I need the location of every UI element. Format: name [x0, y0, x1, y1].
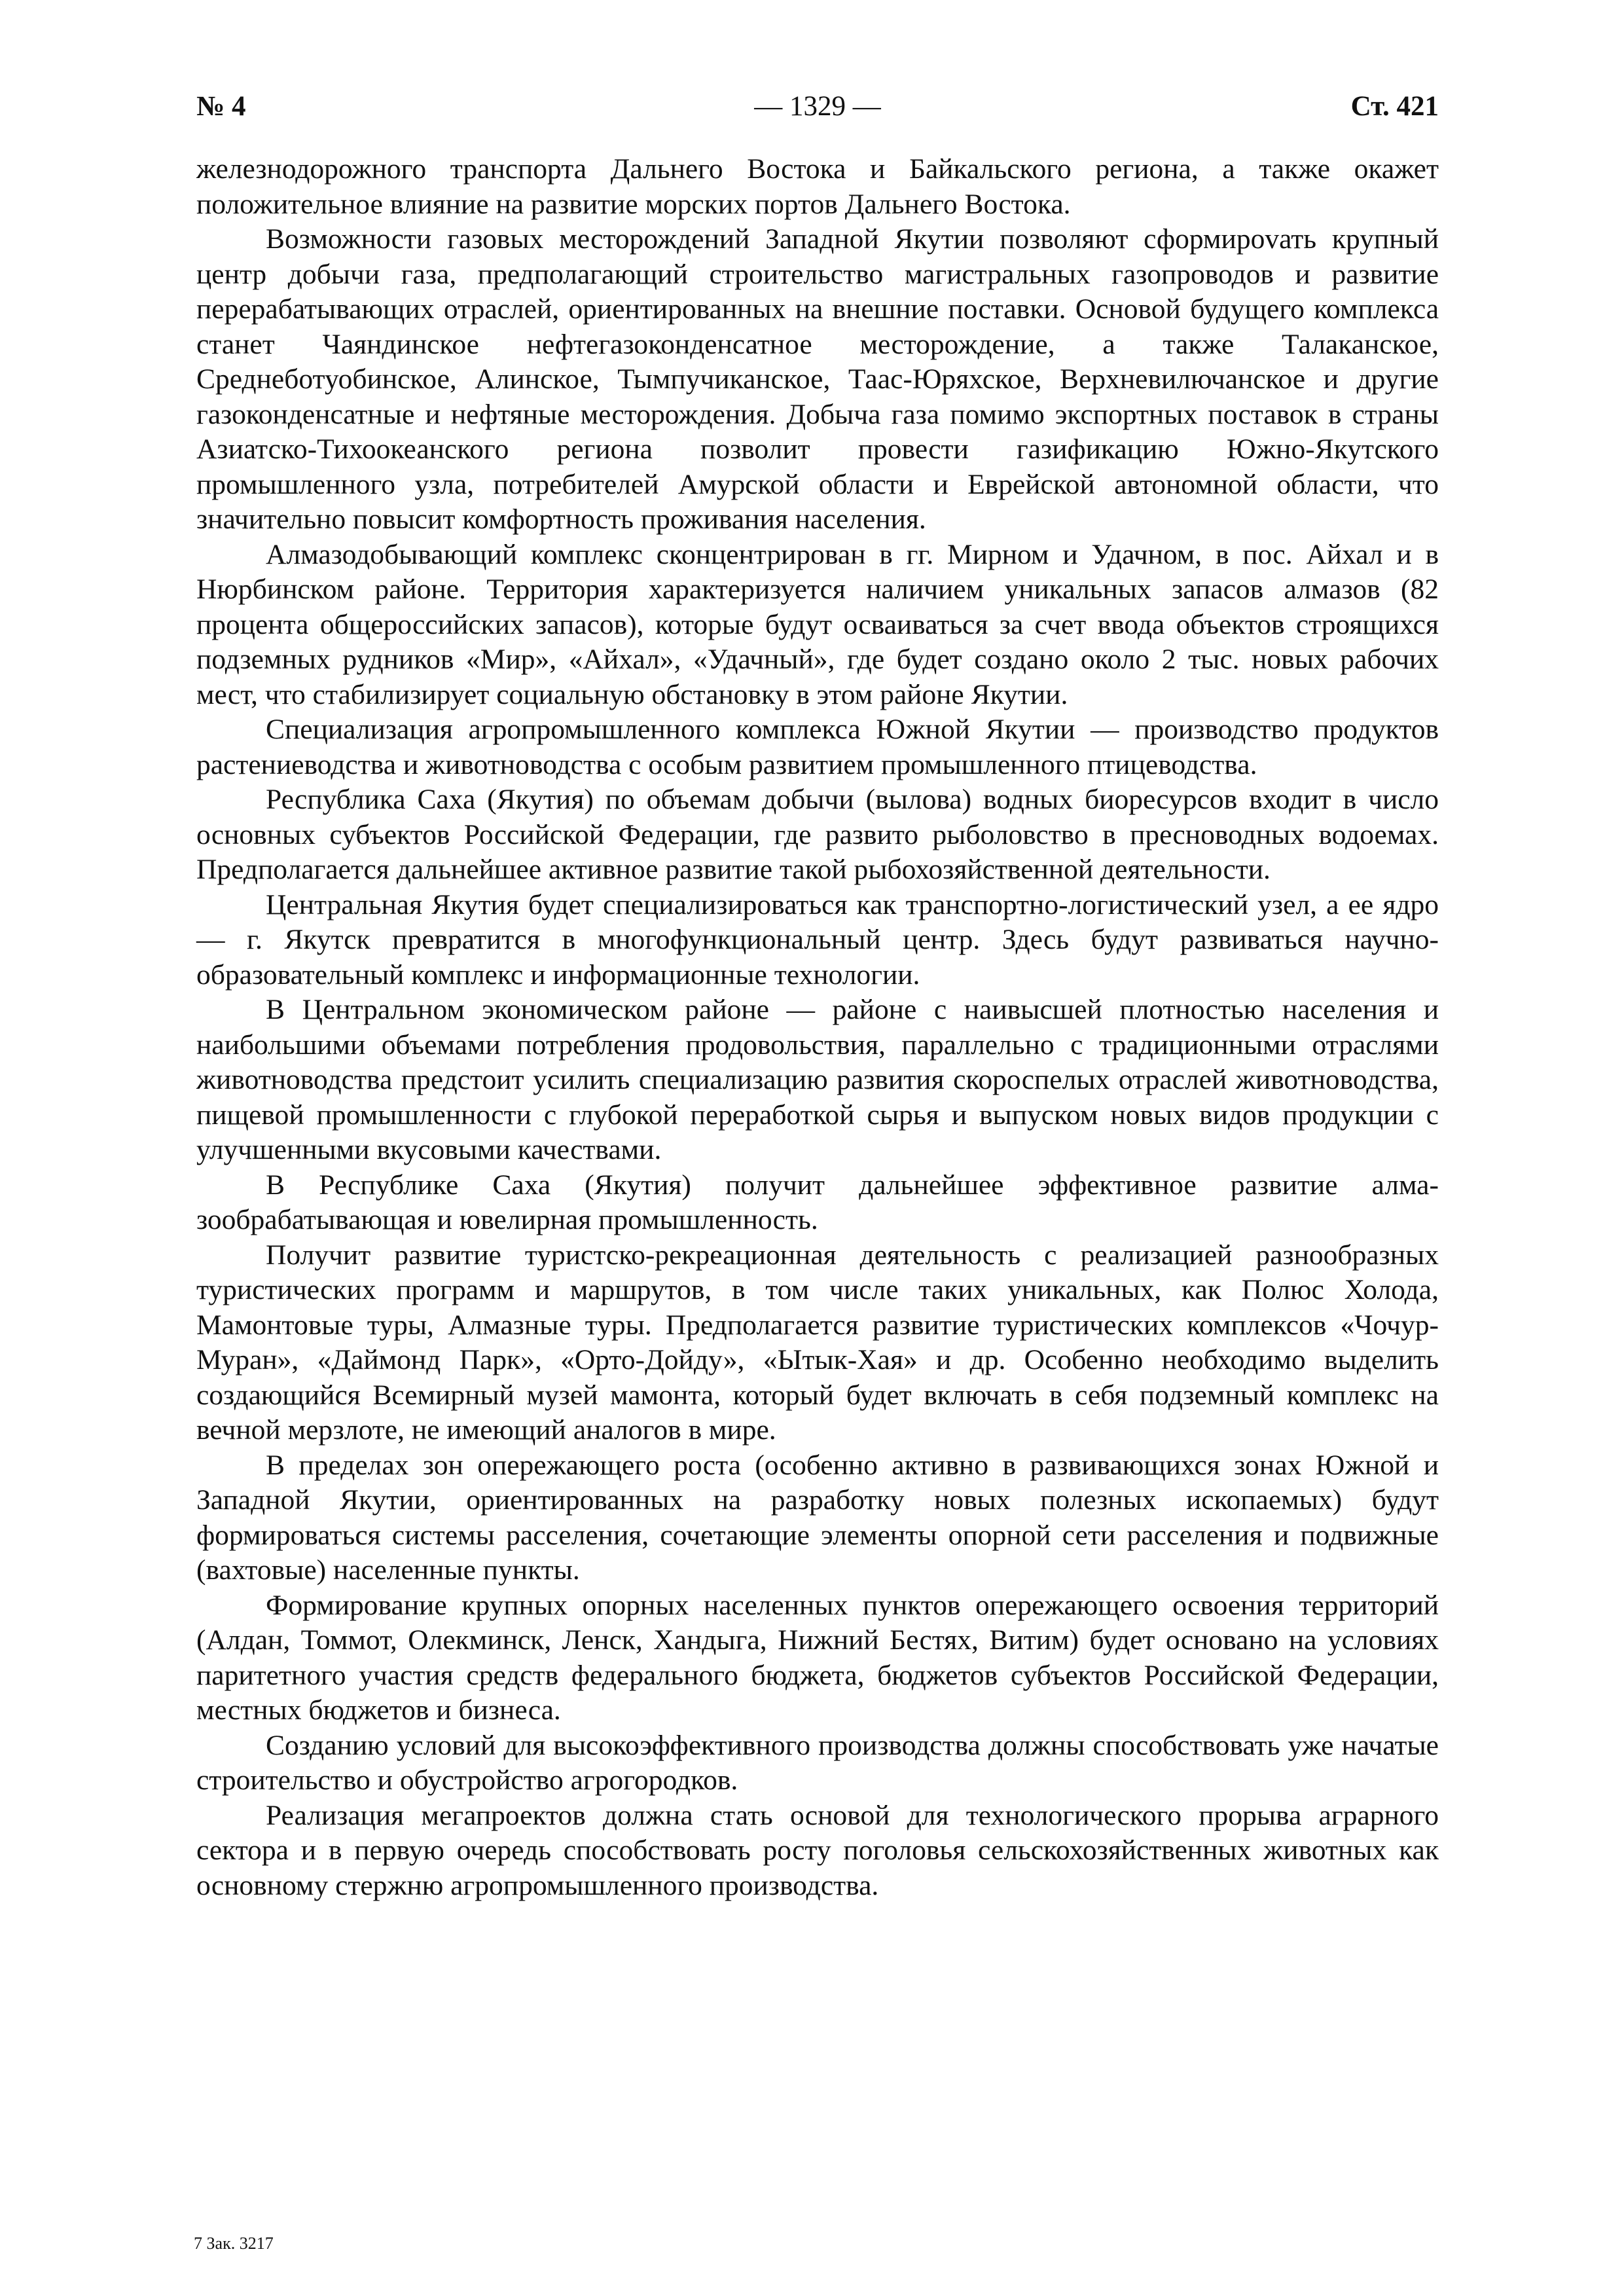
paragraph: Созданию условий для высокоэффективного производства должны способствовать уже начатые строительство и обустройство агрогородков. — [196, 1729, 1439, 1796]
footer-note: 7 Зак. 3217 — [194, 2234, 274, 2253]
paragraph: железнодорожного транспорта Дальнего Востока и Байкальского региона, а также окажет положительное влияние на развитие морских портов Дальнего Востока. — [196, 153, 1439, 220]
paragraph: Возможности газовых месторождений Западной Якутии позволяют сформироvать крупный центр добычи газа, предполагающий строительство магистральных газопроводов и развитие перерабатывающих отраслей, ориентированных на внешние поставки. Основой будущего комплекса станет Чаяндинское нефтегазоконденсатное месторождение, а также Талаканское, Среднеботуобинское, Алинское, Тымпучиканское, Таас-Юряхское, Верхневилючанское и другие газоконденсатные и нефтяные месторождения. Добыча газа помимо экспортных поставок в страны Азиатско-Тихоокеанского региона позволит провести газификацию Южно-Якутского промышленного узла, потребителей Амурской области и Еврейской автономной области, что значительно повысит комфортность проживания населения. — [196, 223, 1439, 535]
paragraph: Формирование крупных опорных населенных пунктов опережающего освоения территорий (Алдан, Томмот, Олекминск, Ленск, Хандыга, Нижний Бестях, Витим) будет основано на условиях паритетного участия средств федерального бюджета, бюджетов субъектов Российской Федерации, местных бюджетов и бизнеса. — [196, 1589, 1439, 1726]
paragraph: В Республике Саха (Якутия) получит дальнейшее эффективное развитие алмазообрабатывающая и ювелирная промышленность. — [196, 1169, 1439, 1235]
paragraph: Центральная Якутия будет специализироваться как транспортно-логистический узел, а ее ядро — г. Якутск превратится в многофункциональный центр. Здесь будут развиваться научно-образовательный комплекс и информационные технологии. — [196, 888, 1439, 991]
paragraph: В пределах зон опережающего роста (особенно активно в развивающихся зонах Южной и Западной Якутии, ориентированных на разработку новых полезных ископаемых) будут формироваться системы расселения, сочетающие элементы опорной сети расселения и подвижные (вахтовые) населенные пункты. — [196, 1449, 1439, 1586]
paragraph: Специализация агропромышленного комплекса Южной Якутии — производство продуктов растениеводства и животноводства с особым развитием промышленного птицеводства. — [196, 714, 1439, 780]
body-text — [196, 152, 1439, 1903]
paragraph: Получит развитие туристско-рекреационная деятельность с реализацией разнообразных туристических программ и маршрутов, в том числе таких уникальных, как Полюс Холода, Мамонтовые туры, Алмазные туры. Предполагается развитие туристических комплексов «Чочур-Муран», «Даймонд Парк», «Орто-Дойду», «Ытык-Хая» и др. Особенно необходимо выделить создающийся Всемирный музей мамонта, который будет включать в себя подземный комплекс на вечной мерзлоте, не имеющий аналогов в мире. — [196, 1239, 1439, 1446]
page-header — [196, 90, 1439, 136]
paragraph: Реализация мегапроектов должна стать основой для технологического прорыва аграрного сектора и в первую очередь способствовать росту поголовья сельскохозяйственных животных как основному стержню агропромышленного производства. — [196, 1799, 1439, 1901]
issue-number: № 4 — [196, 91, 246, 122]
paragraph: Республика Саха (Якутия) по объемам добычи (вылова) водных биоресурсов входит в число основных субъектов Российской Федерации, где развито рыболовство в пресноводных водоемах. Предполагается дальнейшее активное развитие такой рыбохозяйственной деятельности. — [196, 784, 1439, 885]
paragraph: В Центральном экономическом районе — районе с наивысшей плотностью населения и наибольшими объемами потребления продовольствия, параллельно с традиционными отраслями животноводства предстоит усилить специализацию развития скороспелых отраслей животноводства, пищевой промышленности с глубокой переработкой сырья и выпуском новых видов продукции с улучшенными вкусовыми качествами. — [196, 994, 1439, 1165]
page-number: — 1329 — — [754, 91, 881, 122]
paragraph: Алмазодобывающий комплекс сконцентрирован в гг. Мирном и Удачном, в пос. Айхал и в Нюрбинском районе. Территория характеризуется наличием уникальных запасов алмазов (82 процента общероссийских запасов), которые будут осваиваться за счет ввода объектов строящихся подземных рудников «Мир», «Айхал», «Удачный», где будет создано около 2 тыс. новых рабочих мест, что стабилизирует социальную обстановку в этом районе Якутии. — [196, 538, 1439, 710]
article-number: Ст. 421 — [1350, 91, 1439, 122]
